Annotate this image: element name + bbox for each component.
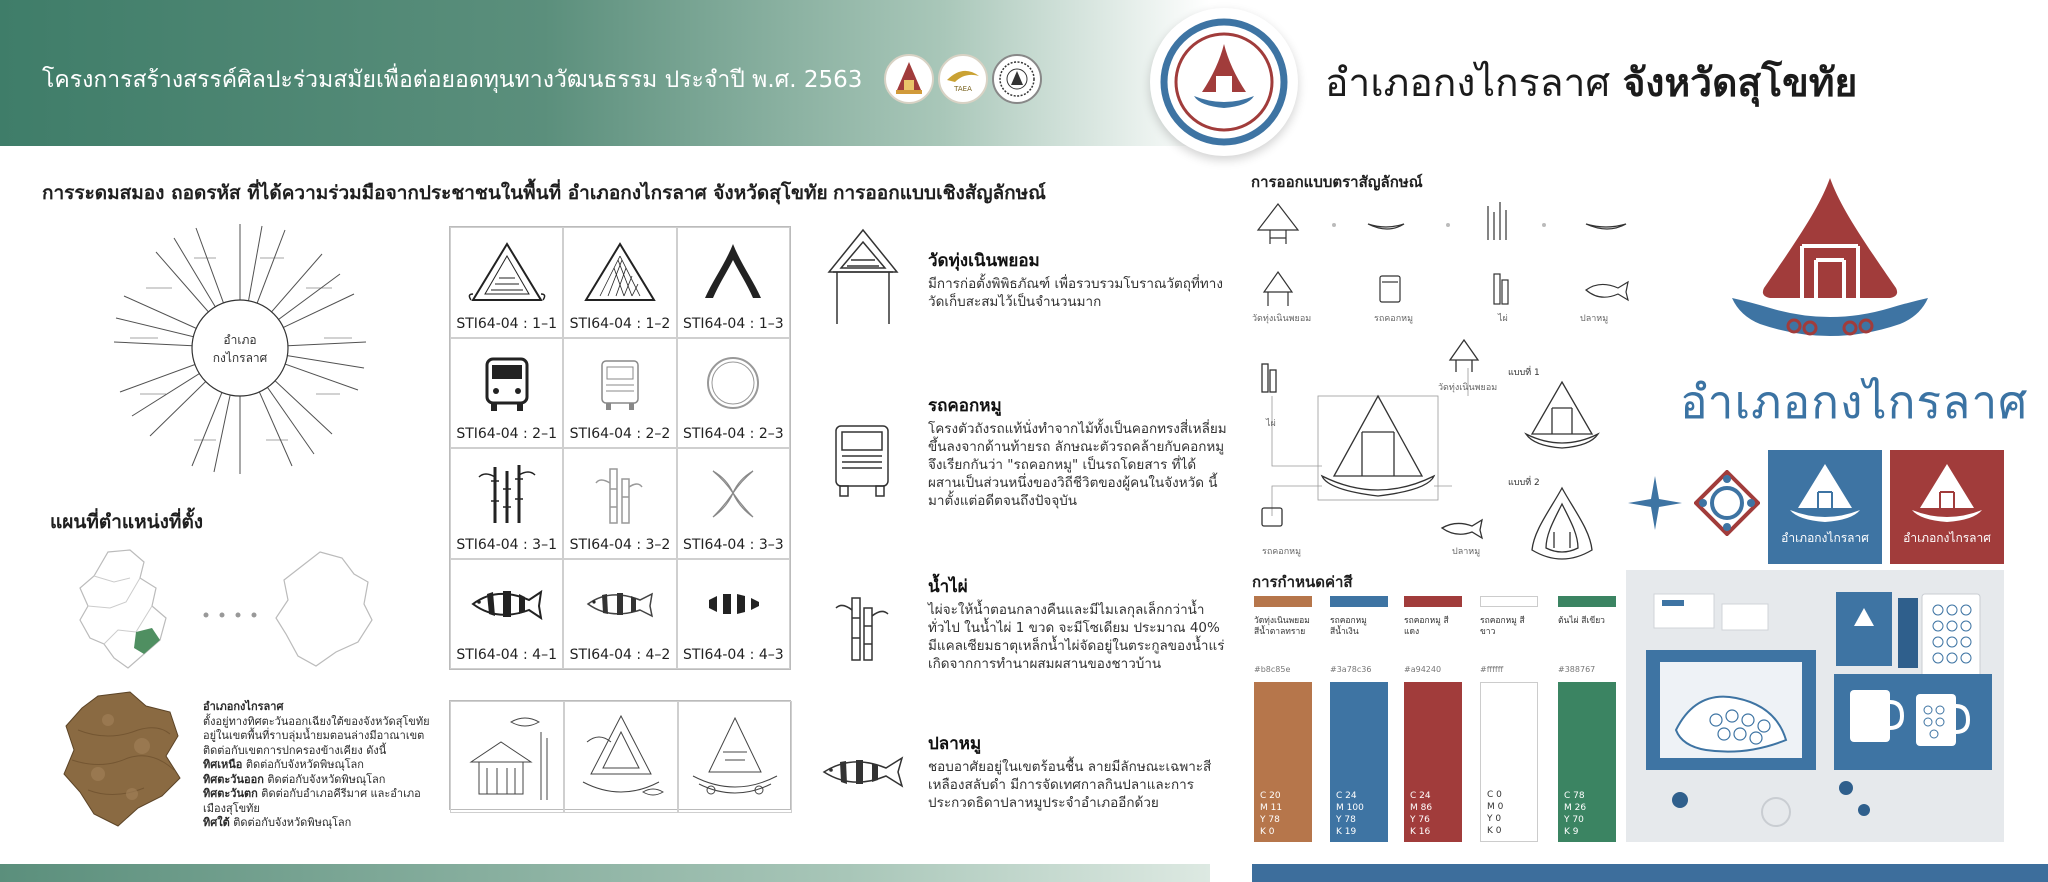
bamboo-outline-icon: [580, 461, 660, 527]
palette-hex-code: #388767: [1558, 665, 1596, 674]
district-seal: [1150, 8, 1298, 156]
symbol-cell: [677, 338, 790, 449]
symbol-cell: [450, 338, 563, 449]
north-text: ติดต่อกับจังหวัดพิษณุโลก: [245, 758, 364, 771]
palette-swatch: [1254, 596, 1312, 607]
sketch-cell: [450, 701, 564, 813]
palette-color-name: รถคอกหมู สีน้ำเงิน: [1330, 616, 1367, 637]
palette-color-name: รถคอกหมู สีขาว: [1480, 616, 1525, 637]
stationery-mockup-photo: [1626, 570, 2004, 842]
cmyk-line: Y 78: [1260, 815, 1280, 825]
symbol-title-temple: วัดทุ่งเนินพยอม: [928, 251, 1040, 271]
element-caption-temple: วัดทุ่งเนินพยอม: [1252, 314, 1312, 324]
mindmap-center-line1: อำเภอ: [223, 333, 257, 347]
location-body: ตั้งอยู่ทางทิศตะวันออกเฉียงใต้ของจังหวัดสุโขทัย อยู่ในเขตพื้นที่ราบลุ่มน้ำยมตอนล่างมีอาณาเขตติดต่อกับเขตการปกครองข้างเคียง ดังนี้: [203, 714, 430, 757]
symbol-cell: [677, 448, 790, 559]
temple-gable-ornate-icon: [467, 240, 547, 306]
clown-loach-fish-bold-icon: [467, 572, 547, 638]
province-map: [74, 548, 180, 673]
palette-hex-code: #3a78c36: [1330, 665, 1372, 674]
cmyk-line: K 19: [1336, 827, 1357, 837]
sketch-cell: [564, 701, 678, 813]
cmyk-line: M 86: [1410, 803, 1433, 813]
symbol-code: STI64-04 : 2–1: [456, 426, 557, 442]
logo-construction-diagram: [1252, 336, 1502, 556]
palette-heading: การกำหนดค่าสี: [1252, 573, 1353, 591]
logo-variant-2: [1524, 486, 1600, 568]
symbol-code: STI64-04 : 1–3: [682, 315, 784, 332]
temple-boat-sketch-icon: [679, 702, 791, 808]
tile-label-blue: อำเภอกงไกรลาศ: [1781, 531, 1869, 545]
palette-swatch: [1404, 596, 1462, 607]
palette-swatch: [1558, 596, 1616, 607]
compass-star-icon: [1626, 474, 1684, 532]
cmyk-line: M 26: [1564, 803, 1587, 813]
palette-color-bar: [1480, 682, 1538, 842]
cmyk-line: C 78: [1564, 791, 1585, 801]
bamboo-icon: [830, 592, 894, 664]
footer-bar-left: [0, 864, 1210, 882]
palette-color-name: วัดทุ่งเนินพยอม สีน้ำตาลทราย: [1254, 616, 1310, 637]
palette-color-name: ต้นไผ่ สีเขียว: [1558, 616, 1605, 626]
district-name-bold: จังหวัดสุโขทัย: [1622, 61, 1858, 106]
app-tile-blue: [1768, 450, 1882, 564]
symbol-code: STI64-04 : 4–2: [569, 647, 671, 663]
south-label: ทิศใต้: [203, 816, 230, 829]
sketch-cell: [678, 701, 792, 813]
symbol-code: STI64-04 : 2–2: [569, 426, 671, 442]
cmyk-line: C 24: [1336, 791, 1357, 801]
temple-gate-icon: [823, 226, 903, 326]
symbol-cell: [563, 559, 676, 670]
diagram-caption-fish: ปลาหมู: [1452, 547, 1481, 557]
cmyk-values: [1260, 790, 1282, 838]
symbol-code: STI64-04 : 4–3: [682, 647, 784, 663]
symbol-title-bamboo: น้ำไผ่: [928, 577, 968, 597]
element-caption-fish: ปลาหมู: [1580, 314, 1609, 324]
cmyk-line: K 9: [1564, 827, 1579, 837]
logo-design-heading: การออกแบบตราสัญลักษณ์: [1251, 173, 1423, 191]
north-label: ทิศเหนือ: [203, 758, 243, 771]
symbol-desc-fish: ชอบอาศัยอยู่ในเขตร้อนชื้น ลายมีลักษณะเฉพาะสีเหลืองสลับดำ มีการจัดเทศกาลกินปลาและการประกวดธิดาปลาหมูประจำอำเภออีกด้วย: [928, 759, 1212, 811]
symbol-desc-temple: มีการก่อตั้งพิพิธภัณฑ์ เพื่อรวบรวมโบราณวัตถุที่ทางวัดเก็บสะสมไว้เป็นจำนวนมาก: [928, 276, 1223, 310]
tile-label-red: อำเภอกงไกรลาศ: [1903, 531, 1991, 545]
cmyk-line: K 0: [1487, 826, 1502, 836]
sponsor-logo-text: TAEA: [954, 85, 972, 93]
temple-gable-hatched-icon: [580, 240, 660, 306]
symbol-desc-bamboo: ไผ่จะให้น้ำตอนกลางคืนและมีไมเลกุลเล็กกว่าน้ำทั่วไป ในน้ำไผ่ 1 ขวด จะมีโซเดียม ประมาณ 40% มีแคลเซียมธาตุเหล็กน้ำไผ่จัดอยู่ในตระกูลของน้ำแร่เกิดจากการทำนาผสมผสานของชาวบ้าน: [928, 602, 1225, 672]
cmyk-values: [1336, 790, 1364, 838]
cmyk-line: M 0: [1487, 802, 1504, 812]
symbol-code: STI64-04 : 2–3: [682, 426, 784, 442]
district-outline-map: [272, 548, 376, 670]
diagram-caption-bus: รถคอกหมู: [1262, 547, 1302, 557]
project-title: โครงการสร้างสรรค์ศิลปะร่วมสมัยเพื่อต่อยอดทุนทางวัฒนธรรม ประจำปี พ.ศ. 2563: [42, 67, 863, 93]
brainstorm-mindmap: [110, 218, 370, 478]
palette-color-bar: [1254, 682, 1312, 842]
symbol-title-bus: รถคอกหมู: [928, 396, 1002, 416]
wheel-ring-icon: [693, 351, 773, 417]
variant-1-label: แบบที่ 1: [1508, 368, 1540, 378]
cmyk-line: C 0: [1487, 790, 1502, 800]
symbol-cell: [677, 227, 790, 338]
symbol-code: STI64-04 : 3–3: [682, 536, 784, 553]
bamboo-sketch-icon: [467, 461, 547, 527]
taea-logo: [938, 54, 988, 104]
variant-2-label: แบบที่ 2: [1508, 478, 1540, 488]
symbol-cell: [450, 227, 563, 338]
palette-color-bar: [1330, 682, 1388, 842]
element-caption-bus: รถคอกหมู: [1374, 314, 1414, 324]
app-tile-red: [1890, 450, 2004, 564]
location-title: อำเภอกงไกรลาศ: [203, 700, 284, 713]
symbol-cell: [450, 559, 563, 670]
symbol-title-fish: ปลาหมู: [928, 734, 982, 754]
district-terrain-map: [58, 690, 186, 830]
diagram-caption-temple: วัดทุ่งเนินพยอม: [1438, 383, 1498, 393]
symbol-code: STI64-04 : 1–1: [456, 315, 557, 332]
cmyk-line: K 16: [1410, 827, 1431, 837]
cmyk-line: Y 76: [1410, 815, 1430, 825]
cmyk-line: C 24: [1410, 791, 1431, 801]
cmyk-line: Y 78: [1336, 815, 1356, 825]
logo-variant-1: [1520, 378, 1604, 454]
symbol-cell: [563, 338, 676, 449]
bamboo-house-sketch-icon: [451, 702, 563, 808]
cmyk-line: K 0: [1260, 827, 1275, 837]
symbol-code: STI64-04 : 4–1: [456, 647, 557, 663]
cmyk-line: Y 70: [1564, 815, 1584, 825]
tile-logo-white-icon: [1768, 458, 1882, 538]
brand-wordmark: อำเภอกงไกรลาศ: [1680, 375, 2029, 429]
palette-color-bar: [1558, 682, 1616, 842]
diagram-caption-bamboo: ไผ่: [1266, 419, 1276, 429]
symbol-grid: [449, 226, 791, 670]
main-logo-mark: [1730, 176, 1930, 362]
district-title: [1325, 52, 1857, 114]
mindmap-center-line2: กงไกรลาศ: [212, 351, 268, 365]
symbol-code: STI64-04 : 1–2: [569, 315, 671, 332]
district-name-regular: อำเภอกงไกรลาศ: [1325, 61, 1611, 106]
symbol-cell: [677, 559, 790, 670]
palette-hex-code: #ffffff: [1480, 665, 1504, 674]
palette-swatch: [1330, 596, 1388, 607]
brainstorm-heading: การระดมสมอง ถอดรหัส ที่ได้ความร่วมมือจากประชาชนในพื้นที่ อำเภอกงไกรลาศ จังหวัดสุโขทัย: [42, 182, 828, 204]
palette-color-bar: [1404, 682, 1462, 842]
south-text: ติดต่อกับจังหวัดพิษณุโลก: [233, 816, 352, 829]
palette-hex-code: #b8c85e: [1254, 665, 1291, 674]
symbolic-design-heading: การออกแบบเชิงสัญลักษณ์: [833, 182, 1046, 204]
ministry-seal-logo: [992, 54, 1042, 104]
palette-color-name: รถคอกหมู สีแดง: [1404, 616, 1449, 637]
cmyk-line: C 20: [1260, 791, 1281, 801]
pig-pen-bus-outline-icon: [580, 351, 660, 417]
pig-pen-bus-front-icon: [467, 351, 547, 417]
cmyk-line: Y 0: [1487, 814, 1502, 824]
temple-emblem-logo: [884, 54, 934, 104]
east-text: ติดต่อกับจังหวัดพิษณุโลก: [267, 772, 386, 786]
pig-pen-bus-icon: [830, 420, 894, 500]
symbol-desc-bus: โครงตัวถังรถแท้นั่งทำจากไม้ทั้งเป็นคอกทรงสี่เหลี่ยมขึ้นลงจากด้านท้ายรถ ลักษณะตัวรถคล้ายกับคอกหมู จึงเรียกกันว่า "รถคอกหมู" เป็นรถโดยสาร ที่ได้ผสานเป็นส่วนหนึ่งของวิถีชีวิตของผู้คนในจังหวัด นี้มาตั้งแต่อดีตจนถึงปัจจุบัน: [928, 421, 1227, 509]
cmyk-values: [1487, 789, 1503, 837]
fish-stripes-abstract-icon: [693, 572, 773, 638]
symbol-code: STI64-04 : 3–1: [456, 536, 557, 553]
sketch-strip: [449, 700, 791, 810]
cmyk-values: [1410, 790, 1432, 838]
logo-elements-row: [1248, 200, 1648, 320]
tile-logo-white-icon: [1890, 458, 2004, 538]
cmyk-values: [1564, 790, 1586, 838]
symbol-code: STI64-04 : 3–2: [569, 536, 671, 553]
west-text: ติดต่อกับอำเภอคีรีมาศ และอำเภอเมืองสุโขทัย: [203, 787, 421, 815]
location-description: [203, 700, 443, 831]
symbol-cell: [563, 227, 676, 338]
cmyk-line: M 100: [1336, 803, 1364, 813]
symbol-cell: [450, 448, 563, 559]
location-heading: แผนที่ตำแหน่งที่ตั้ง: [50, 511, 204, 533]
palette-hex-code: #a94240: [1404, 665, 1442, 674]
gable-finial-solid-icon: [693, 240, 773, 306]
temple-fish-sketch-icon: [565, 702, 677, 808]
clown-loach-fish-icon: [818, 744, 908, 800]
footer-bar-right: [1252, 864, 2048, 882]
ornament-pattern-icon: [1694, 470, 1760, 536]
palette-swatch: [1480, 596, 1538, 607]
clown-loach-fish-light-icon: [580, 572, 660, 638]
element-caption-bamboo: ไผ่: [1498, 314, 1508, 324]
cmyk-line: M 11: [1260, 803, 1283, 813]
bamboo-leaf-cross-icon: [693, 461, 773, 527]
east-label: ทิศตะวันออก: [203, 772, 264, 786]
west-label: ทิศตะวันตก: [203, 787, 258, 800]
map-ellipsis-dots: [202, 604, 262, 612]
symbol-cell: [563, 448, 676, 559]
